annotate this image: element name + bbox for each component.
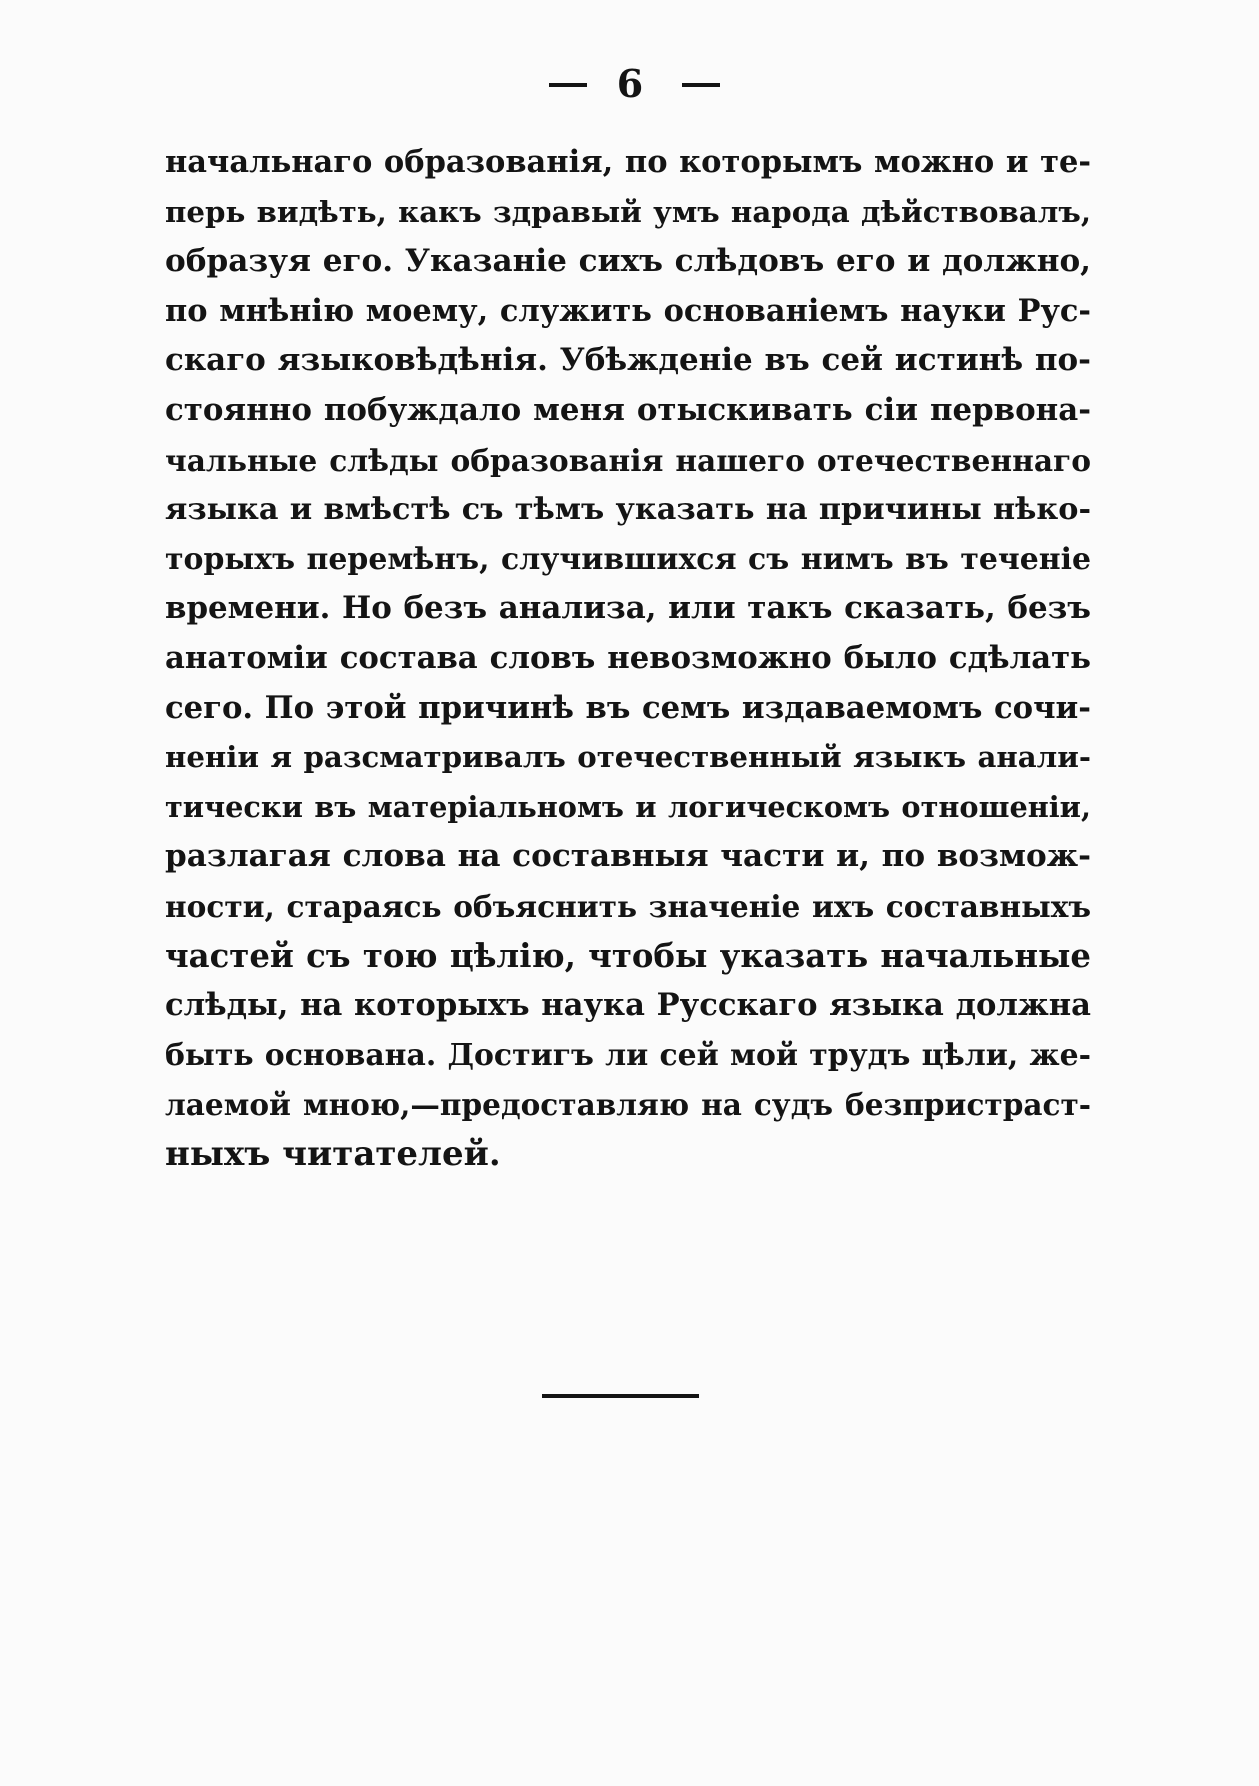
text-line: скаго языковѣдѣнія. Убѣжденіе въ сей истинѣ по- (165, 342, 1091, 379)
text-line: чальные слѣды образованія нашего отечественнаго (165, 442, 1091, 478)
header-dash-right (682, 83, 720, 87)
text-line: ныхъ читателей. (165, 1133, 501, 1174)
page-number: 6 (616, 61, 644, 106)
text-line: ности, стараясь объяснить значеніе ихъ составныхъ (165, 888, 1091, 924)
text-line: образуя его. Указаніе сихъ слѣдовъ его и должно, (165, 243, 1091, 280)
text-line: лаемой мною,—предоставляю на судъ безпристраст- (165, 1087, 1091, 1123)
text-line: слѣды, на которыхъ наука Русскаго языка должна (165, 987, 1091, 1024)
text-line: времени. Но безъ анализа, или такъ сказать, безъ (165, 590, 1091, 627)
text-line: частей съ тою цѣлію, чтобы указать начальные (165, 936, 1091, 975)
text-line: по мнѣнію моему, служить основаніемъ науки Рус- (165, 292, 1091, 329)
text-line: разлагая слова на составныя части и, по возмож- (165, 838, 1091, 875)
text-line: анатоміи состава словъ невозможно было сдѣлать (165, 639, 1091, 676)
text-line: языка и вмѣстѣ съ тѣмъ указать на причины нѣко- (165, 492, 1091, 528)
text-line: начальнаго образованія, по которымъ можно и те- (165, 144, 1091, 180)
text-line: тически въ матеріальномъ и логическомъ отношеніи, (165, 789, 1091, 824)
text-line: сего. По этой причинѣ въ семъ издаваемомъ сочи- (165, 689, 1091, 726)
body-paragraph (165, 138, 1091, 1179)
header-dash-left (549, 83, 587, 87)
text-line: быть основана. Достигъ ли сей мой трудъ цѣли, же- (165, 1037, 1091, 1073)
text-line: перь видѣть, какъ здравый умъ народа дѣйствовалъ, (165, 194, 1091, 229)
text-line: торыхъ перемѣнъ, случившихся съ нимъ въ теченіе (165, 541, 1091, 577)
section-end-rule (542, 1394, 699, 1398)
page-header (0, 58, 1259, 110)
text-line: неніи я разсматривалъ отечественный языкъ анали- (165, 740, 1091, 775)
text-line: стоянно побуждало меня отыскивать сіи первона- (165, 391, 1091, 428)
